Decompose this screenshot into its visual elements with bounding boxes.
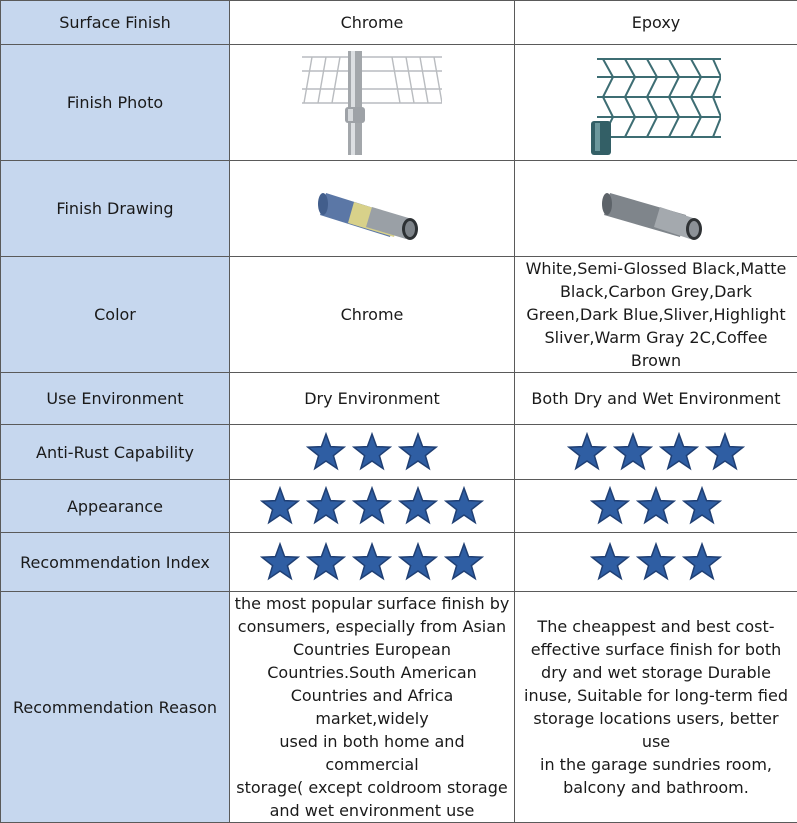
star-icon <box>260 486 300 526</box>
anti-rust-row <box>1 425 797 480</box>
header-chrome: Chrome <box>230 1 515 45</box>
chrome-reason-line: consumers, especially from Asian <box>233 615 511 638</box>
anti-rust-label: Anti-Rust Capability <box>1 425 230 480</box>
epoxy-reason <box>515 592 797 823</box>
chrome-environment: Dry Environment <box>230 373 515 425</box>
star-icon <box>398 542 438 582</box>
appearance-label: Appearance <box>1 480 230 533</box>
epoxy-shelf-photo <box>591 51 721 155</box>
star-icon <box>567 432 607 472</box>
reason-row <box>1 592 797 823</box>
photo-row <box>1 45 797 161</box>
chrome-reason-line: the most popular surface finish by <box>233 592 511 615</box>
star-icon <box>444 486 484 526</box>
epoxy-color <box>515 257 797 373</box>
chrome-appearance-rating <box>233 486 511 526</box>
recommendation-index-label: Recommendation Index <box>1 533 230 592</box>
star-icon <box>352 432 392 472</box>
chrome-anti-rust-rating <box>233 432 511 472</box>
epoxy-drawing-cell <box>515 161 797 257</box>
star-icon <box>352 486 392 526</box>
star-icon <box>636 486 676 526</box>
chrome-reason-line: used in both home and commercial <box>233 730 511 776</box>
epoxy-color-line: Black,Carbon Grey,Dark <box>518 280 794 303</box>
epoxy-reason-line: balcony and bathroom. <box>518 776 794 799</box>
photo-label: Finish Photo <box>1 45 230 161</box>
star-icon <box>398 486 438 526</box>
star-icon <box>682 486 722 526</box>
chrome-reason-line: storage( except coldroom storage <box>233 776 511 799</box>
drawing-row <box>1 161 797 257</box>
epoxy-reason-line: The cheappest and best cost- <box>518 615 794 638</box>
star-icon <box>590 486 630 526</box>
epoxy-reason-line: in the garage sundries room, <box>518 753 794 776</box>
epoxy-recommendation-rating <box>518 542 794 582</box>
star-icon <box>659 432 699 472</box>
reason-label: Recommendation Reason <box>1 592 230 823</box>
environment-row <box>1 373 797 425</box>
epoxy-appearance-rating <box>518 486 794 526</box>
chrome-photo-cell <box>230 45 515 161</box>
star-icon <box>398 432 438 472</box>
color-row <box>1 257 797 373</box>
epoxy-reason-line: dry and wet storage Durable <box>518 661 794 684</box>
epoxy-environment: Both Dry and Wet Environment <box>515 373 797 425</box>
star-icon <box>306 486 346 526</box>
header-label: Surface Finish <box>1 1 230 45</box>
star-icon <box>352 542 392 582</box>
star-icon <box>590 542 630 582</box>
header-row <box>1 1 797 45</box>
star-icon <box>444 542 484 582</box>
appearance-row <box>1 480 797 533</box>
epoxy-reason-line: storage locations users, better use <box>518 707 794 753</box>
environment-label: Use Environment <box>1 373 230 425</box>
star-icon <box>636 542 676 582</box>
recommendation-index-row <box>1 533 797 592</box>
epoxy-color-line: Green,Dark Blue,Sliver,Highlight <box>518 303 794 326</box>
chrome-reason-line: Countries and Africa market,widely <box>233 684 511 730</box>
epoxy-reason-line: effective surface finish for both <box>518 638 794 661</box>
drawing-label: Finish Drawing <box>1 161 230 257</box>
epoxy-tube-drawing <box>600 177 712 241</box>
star-icon <box>306 542 346 582</box>
epoxy-color-line: Sliver,Warm Gray 2C,Coffee Brown <box>518 326 794 372</box>
star-icon <box>306 432 346 472</box>
star-icon <box>613 432 653 472</box>
epoxy-reason-line: inuse, Suitable for long-term fied <box>518 684 794 707</box>
epoxy-photo-cell <box>515 45 797 161</box>
chrome-reason-line: Countries.South American <box>233 661 511 684</box>
chrome-reason <box>230 592 515 823</box>
chrome-shelf-photo <box>302 51 442 155</box>
star-icon <box>260 542 300 582</box>
star-icon <box>682 542 722 582</box>
color-label: Color <box>1 257 230 373</box>
chrome-reason-line: and wet environment use <box>233 799 511 822</box>
chrome-color: Chrome <box>230 257 515 373</box>
chrome-drawing-cell <box>230 161 515 257</box>
epoxy-anti-rust-rating <box>518 432 794 472</box>
chrome-tube-drawing <box>316 177 428 241</box>
header-epoxy: Epoxy <box>515 1 797 45</box>
star-icon <box>705 432 745 472</box>
chrome-recommendation-rating <box>233 542 511 582</box>
epoxy-color-line: White,Semi-Glossed Black,Matte <box>518 257 794 280</box>
chrome-reason-line: Countries European <box>233 638 511 661</box>
